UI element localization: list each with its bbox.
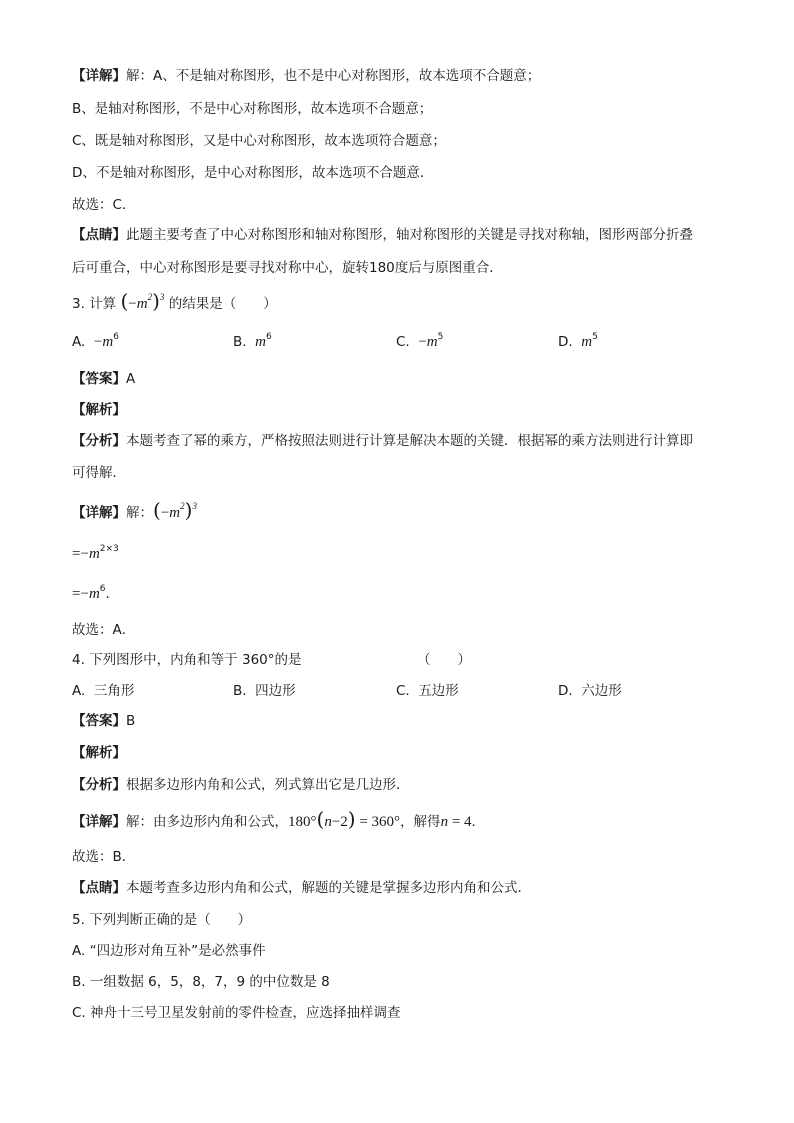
- option-letter: D.: [558, 683, 573, 699]
- q3-step2-exponent: 2×3: [99, 543, 119, 554]
- q2-comment-line-1: [72, 226, 693, 244]
- fenxi-tag: 【分析】: [72, 433, 126, 449]
- q4-comment: [72, 879, 531, 897]
- q4-detail-pre: 解：由多边形内角和公式，: [126, 814, 288, 830]
- q3-number: 3.: [72, 296, 85, 312]
- option-text: 四边形: [255, 683, 296, 699]
- option-text: 五边形: [418, 683, 459, 699]
- q4-comment-text: 本题考查多边形内角和公式，解题的关键是掌握多边形内角和公式．: [126, 880, 531, 896]
- option-letter: A.: [72, 334, 86, 350]
- q3-detail: [72, 498, 197, 522]
- q2-detail-line-a: [72, 67, 540, 85]
- q3-fenxi-line-1: [72, 432, 693, 450]
- q4-option-a: [72, 682, 134, 700]
- q3-option-d: [558, 333, 598, 351]
- option-letter: A.: [72, 683, 86, 699]
- q3-step-2: [72, 545, 119, 563]
- q4-fenxi-text: 根据多边形内角和公式，列式算出它是几边形．: [126, 777, 410, 793]
- analysis-tag: 【解析】: [72, 745, 126, 761]
- fenxi-tag: 【分析】: [72, 777, 126, 793]
- q2-detail-line-b: B、是轴对称图形，不是中心对称图形，故本选项不合题意；: [72, 101, 433, 117]
- q3-expression: $(-m^2)^3$: [120, 289, 165, 313]
- option-sign: −: [418, 334, 427, 350]
- option-base: m: [102, 334, 114, 350]
- equals-sign: =: [72, 586, 81, 602]
- q3-step3-exponent: 6: [99, 583, 106, 594]
- option-letter: D.: [558, 334, 573, 350]
- q3-stem-pre: 计算: [89, 296, 117, 312]
- option-exponent: 6: [113, 331, 119, 342]
- q4-detail: [72, 807, 486, 831]
- q3-choice: 故选：A．: [72, 622, 136, 638]
- q4-equation: 180°(n−2) = 360°: [288, 807, 401, 831]
- minus-sign: −: [80, 546, 89, 562]
- q3-option-b: [233, 333, 272, 351]
- q3-stem-post: 的结果是（ ）: [168, 296, 277, 312]
- comment-tag: 【点睛】: [72, 227, 126, 243]
- option-exponent: 6: [266, 331, 272, 342]
- q2-comment-text-1: 此题主要考查了中心对称图形和轴对称图形，轴对称图形的关键是寻找对称轴，图形两部分折叠: [126, 227, 693, 243]
- q4-option-c: [396, 682, 459, 700]
- q5-stem-text: 下列判断正确的是（ ）: [89, 912, 252, 928]
- option-text: 三角形: [93, 683, 135, 699]
- q3-option-c: [396, 333, 443, 351]
- q4-option-b: [233, 682, 296, 700]
- q5-option-b: B. 一组数据 6，5，8，7，9 的中位数是 8: [72, 974, 330, 990]
- period: ．: [471, 814, 486, 830]
- q4-answer: [72, 712, 135, 730]
- period: ．: [105, 586, 120, 602]
- analysis-tag: 【解析】: [72, 402, 126, 418]
- q2-detail-line-d: D、不是轴对称图形，是中心对称图形，故本选项不合题意．: [72, 165, 434, 181]
- detail-tag: 【详解】: [72, 68, 126, 84]
- q3-detail-pre: 解：: [126, 505, 153, 521]
- q4-answer-paren: （ ）: [417, 652, 471, 668]
- option-exponent: 5: [592, 331, 598, 342]
- base-m: m: [88, 546, 100, 562]
- q4-option-d: [558, 682, 622, 700]
- q4-number: 4.: [72, 652, 85, 668]
- q5-stem: [72, 911, 251, 929]
- q3-option-a: [72, 333, 119, 351]
- q3-answer: [72, 370, 135, 388]
- q3-step-3: [72, 585, 119, 603]
- q3-fenxi-line-2: 可得解．: [72, 465, 126, 481]
- answer-tag: 【答案】: [72, 713, 126, 729]
- q4-detail-mid: ，解得: [400, 814, 441, 830]
- option-letter: B.: [233, 334, 247, 350]
- q5-option-a: A. “四边形对角互补”是必然事件: [72, 943, 266, 959]
- detail-tag: 【详解】: [72, 505, 126, 521]
- minus-sign: −: [80, 586, 89, 602]
- detail-tag: 【详解】: [72, 814, 126, 830]
- q2-detail-text-a: 解：A、不是轴对称图形，也不是中心对称图形，故本选项不合题意；: [126, 68, 541, 84]
- answer-tag: 【答案】: [72, 371, 126, 387]
- q5-number: 5.: [72, 912, 85, 928]
- option-base: m: [426, 334, 438, 350]
- q2-choice: 故选：C．: [72, 197, 136, 213]
- option-letter: C.: [396, 334, 410, 350]
- q2-comment-line-2: 后可重合，中心对称图形是要寻找对称中心，旋转180度后与原图重合．: [72, 260, 503, 276]
- base-m: m: [88, 586, 100, 602]
- q4-analysis-tag: [72, 744, 126, 762]
- option-letter: B.: [233, 683, 247, 699]
- q5-option-c: C. 神舟十三号卫星发射前的零件检查，应选择抽样调查: [72, 1005, 401, 1021]
- option-sign: −: [93, 334, 103, 350]
- option-base: m: [581, 334, 593, 350]
- comment-tag: 【点睛】: [72, 880, 126, 896]
- option-base: m: [255, 334, 266, 350]
- equals-sign: =: [72, 546, 81, 562]
- q4-fenxi: [72, 776, 410, 794]
- q3-fenxi-text-1: 本题考查了幂的乘方，严格按照法则进行计算是解决本题的关键．根据幂的乘方法则进行计算即: [126, 433, 693, 449]
- q2-detail-line-c: C、既是轴对称图形，又是中心对称图形，故本选项符合题意；: [72, 133, 446, 149]
- q3-detail-expression: $(-m^2)^3$: [153, 498, 197, 522]
- q4-result: n = 4: [440, 814, 472, 830]
- option-text: 六边形: [581, 683, 622, 699]
- q4-stem: [72, 651, 302, 669]
- q4-stem-text: 下列图形中，内角和等于 360°的是: [89, 652, 302, 668]
- q3-answer-value: A: [126, 371, 136, 387]
- q4-choice: 故选：B．: [72, 849, 136, 865]
- option-letter: C.: [396, 683, 410, 699]
- q3-stem: [72, 289, 277, 313]
- option-exponent: 5: [437, 331, 444, 342]
- q4-answer-value: B: [126, 713, 136, 729]
- q3-analysis-tag: [72, 401, 126, 419]
